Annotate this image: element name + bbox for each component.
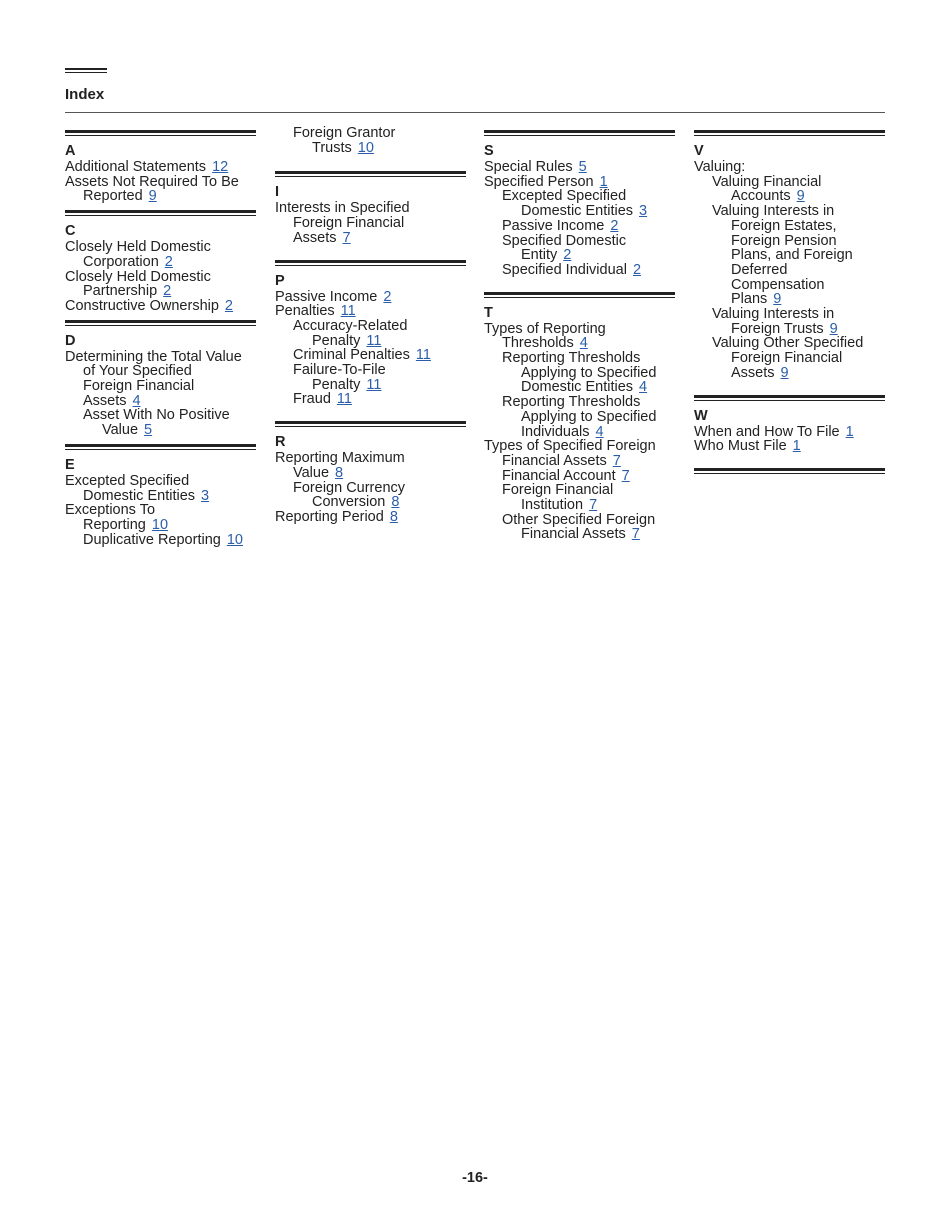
index-column-2 — [275, 126, 466, 525]
index-entry-accuracy-related — [275, 319, 466, 334]
entry-text: Foreign Grantor — [293, 125, 396, 141]
entry-text: Criminal Penalties — [293, 347, 410, 364]
page-link[interactable]: 10 — [357, 139, 374, 156]
index-entry-continuation — [694, 278, 885, 293]
entry-text: Valuing Other Specified — [712, 335, 864, 352]
entry-text: Domestic Entities — [83, 487, 196, 504]
section-letter-v: V — [694, 143, 704, 159]
index-entry-exceptions-to — [65, 503, 256, 518]
entry-text: Additional Statements — [65, 159, 207, 175]
entry-text: Determining the Total Value — [65, 348, 242, 365]
entry-text: Closely Held Domestic — [65, 268, 211, 285]
entry-text: Foreign Estates, — [731, 217, 837, 234]
section-divider — [694, 395, 885, 401]
entry-text: Other Specified Foreign — [502, 511, 656, 528]
entry-text: Trusts — [312, 139, 352, 156]
section-divider — [275, 260, 466, 266]
page-link[interactable]: 9 — [148, 188, 157, 205]
entry-text: Constructive Ownership — [65, 297, 219, 314]
page-link[interactable]: 8 — [389, 508, 398, 525]
page-link[interactable]: 7 — [612, 452, 621, 469]
section-letter-i: I — [275, 184, 280, 201]
page-link[interactable]: 1 — [845, 423, 854, 440]
entry-text: Applying to Specified — [521, 364, 657, 381]
section-divider — [275, 421, 466, 427]
page-link[interactable]: 5 — [578, 159, 587, 175]
entry-text: Financial Assets — [502, 452, 607, 469]
page-link[interactable]: 11 — [366, 332, 382, 349]
entry-text: Reporting Maximum — [275, 450, 405, 467]
entry-text: Types of Reporting — [484, 320, 606, 337]
entry-text: Reporting — [83, 516, 146, 533]
entry-text: Foreign Financial — [502, 482, 614, 499]
index-entry-continuation — [65, 518, 256, 533]
page-link[interactable]: 9 — [796, 188, 805, 205]
entry-text: Financial Account — [502, 467, 616, 484]
page-link[interactable]: 11 — [366, 376, 382, 393]
page-link[interactable]: 8 — [391, 494, 400, 511]
entry-text: Assets — [83, 392, 127, 409]
entry-text: Reporting Thresholds — [502, 350, 641, 367]
page-link[interactable]: 7 — [621, 467, 630, 484]
entry-text: Domestic Entities — [521, 203, 634, 220]
section-divider — [65, 444, 256, 450]
index-entry-continuation — [65, 255, 256, 270]
index-entry-reporting-thresholds-entities — [484, 351, 675, 366]
entry-text: Valuing Financial — [712, 173, 822, 190]
index-entry-continuation — [65, 364, 256, 379]
section-divider-end — [694, 468, 885, 474]
entry-text: Asset With No Positive — [83, 407, 230, 424]
index-entry-continuation — [484, 498, 675, 513]
entry-text: Foreign Financial — [83, 378, 195, 395]
entry-text: Valuing Interests in — [712, 203, 835, 220]
entry-text: Domestic Entities — [521, 379, 634, 396]
page-link[interactable]: 11 — [340, 303, 356, 320]
page-link[interactable]: 3 — [639, 203, 648, 220]
entry-text: Corporation — [83, 253, 159, 270]
index-entry-excepted-specified — [484, 189, 675, 204]
index-column-1 — [65, 126, 256, 547]
index-entry-fraud — [275, 392, 466, 407]
top-decorative-rule — [65, 68, 107, 73]
page-link[interactable]: 2 — [164, 253, 173, 270]
index-entry-excepted-specified — [65, 474, 256, 489]
index-entry-continuation — [484, 336, 675, 351]
index-entry-valuing-financial — [694, 175, 885, 190]
index-entry-continuation — [484, 410, 675, 425]
entry-text: Excepted Specified — [502, 188, 627, 205]
index-entry-continuation — [65, 489, 256, 504]
page-link[interactable]: 4 — [639, 379, 648, 396]
entry-text: Reported — [83, 188, 143, 205]
index-entry-closely-held-corporation — [65, 240, 256, 255]
index-entry-continuation — [65, 284, 256, 299]
entry-text: Who Must File — [694, 438, 787, 455]
entry-text: Foreign Trusts — [731, 320, 824, 337]
index-entry-continuation — [694, 219, 885, 234]
page-link[interactable]: 1 — [599, 173, 608, 190]
index-entry-reporting-maximum — [275, 451, 466, 466]
entry-text: Accounts — [731, 188, 791, 205]
index-entry-assets-not-required — [65, 175, 256, 190]
index-entry-continuation — [694, 351, 885, 366]
entry-text: Specified Individual — [502, 261, 627, 278]
section-letter-r: R — [275, 434, 286, 451]
entry-text: Specified Domestic — [502, 232, 627, 249]
index-entry-continuation — [65, 423, 256, 438]
index-entry-continuation — [275, 231, 466, 246]
entry-text: Value — [102, 422, 139, 439]
entry-text: Deferred — [731, 261, 788, 278]
entry-text: Conversion — [312, 494, 386, 511]
index-entry-foreign-currency — [275, 481, 466, 496]
index-entry-who-must-file — [694, 439, 885, 454]
index-entry-foreign-grantor — [275, 126, 466, 141]
page-link[interactable]: 7 — [631, 526, 640, 543]
index-entry-when-and-how-to-file — [694, 425, 885, 440]
index-entry-continuation — [694, 234, 885, 249]
section-letter-p: P — [275, 272, 285, 289]
index-entry-continuation — [694, 366, 885, 381]
entry-text: Reporting Period — [275, 508, 384, 525]
entry-text: Excepted Specified — [65, 472, 190, 489]
entry-text: Valuing: — [694, 159, 746, 175]
index-entry-continuation — [694, 292, 885, 307]
index-entry-continuation — [484, 366, 675, 381]
entry-text: Plans, and Foreign — [731, 247, 853, 264]
entry-text: Duplicative Reporting — [83, 531, 221, 548]
index-entry-continuation — [65, 379, 256, 394]
index-entry-continuation — [484, 527, 675, 542]
page-link[interactable]: 10 — [226, 531, 243, 548]
index-entry-continuation — [275, 466, 466, 481]
index-entry-financial-account — [484, 469, 675, 484]
entry-text: Valuing Interests in — [712, 306, 835, 323]
index-entry-continuation — [484, 425, 675, 440]
section-letter-s: S — [484, 143, 494, 159]
index-entry-duplicative-reporting — [65, 533, 256, 548]
page-link[interactable]: 9 — [773, 291, 782, 308]
index-entry-determining-total-value — [65, 350, 256, 365]
page-link[interactable]: 11 — [415, 347, 431, 364]
index-entry-additional-statements — [65, 160, 256, 175]
index-entry-valuing-other-specified — [694, 336, 885, 351]
page-link[interactable]: 9 — [829, 320, 838, 337]
entry-text: Foreign Financial — [293, 215, 405, 232]
heading-divider — [65, 112, 885, 113]
index-entry-valuing-interests-estates — [694, 204, 885, 219]
page-title: Index — [65, 86, 105, 103]
entry-text: Exceptions To — [65, 502, 156, 519]
entry-text: Institution — [521, 497, 584, 514]
index-entry-continuation — [484, 204, 675, 219]
index-entry-valuing — [694, 160, 885, 175]
entry-text: Accuracy-Related — [293, 317, 408, 334]
page-link[interactable]: 2 — [224, 297, 233, 314]
index-entry-continuation — [65, 189, 256, 204]
index-entry-failure-to-file — [275, 363, 466, 378]
index-entry-continuation — [275, 495, 466, 510]
page-link[interactable]: 2 — [610, 217, 619, 234]
section-divider — [65, 320, 256, 326]
index-entry-valuing-interests-trusts — [694, 307, 885, 322]
entry-text: Assets — [731, 364, 775, 381]
entry-text: of Your Specified — [83, 363, 192, 380]
entry-text: Applying to Specified — [521, 408, 657, 425]
entry-text: Thresholds — [502, 335, 574, 352]
page-link[interactable]: 8 — [335, 464, 344, 481]
page-link[interactable]: 3 — [201, 487, 210, 504]
entry-text: Compensation — [731, 276, 825, 293]
entry-text: Partnership — [83, 283, 158, 300]
section-letter-w: W — [694, 407, 708, 424]
entry-text: Special Rules — [484, 159, 573, 175]
index-entry-asset-no-positive-value — [65, 408, 256, 423]
index-entry-types-of-specified-foreign — [484, 439, 675, 454]
index-entry-special-rules — [484, 160, 675, 175]
entry-text: Value — [293, 464, 330, 481]
entry-text: Assets Not Required To Be — [65, 173, 239, 190]
section-letter-e: E — [65, 456, 75, 473]
index-entry-continuation — [65, 394, 256, 409]
index-entry-continuation — [275, 378, 466, 393]
index-entry-passive-income — [275, 290, 466, 305]
index-entry-continuation — [694, 248, 885, 263]
entry-text: Penalty — [312, 376, 361, 393]
page-link[interactable]: 7 — [342, 229, 351, 246]
index-entry-continuation — [484, 380, 675, 395]
index-entry-other-specified-foreign — [484, 513, 675, 528]
entry-text: Plans — [731, 291, 768, 308]
entry-text: Failure-To-File — [293, 362, 386, 379]
entry-text: Individuals — [521, 423, 590, 440]
index-entry-continuation — [275, 216, 466, 231]
section-letter-c: C — [65, 223, 76, 240]
index-entry-reporting-thresholds-individuals — [484, 395, 675, 410]
index-entry-criminal-penalties — [275, 348, 466, 363]
index-entry-reporting-period — [275, 510, 466, 525]
index-entry-continuation — [694, 189, 885, 204]
section-letter-t: T — [484, 304, 493, 321]
page-link[interactable]: 12 — [212, 159, 229, 175]
entry-text: Financial Assets — [521, 526, 626, 543]
page-number: -16- — [462, 1170, 488, 1186]
index-entry-specified-person — [484, 175, 675, 190]
index-column-4 — [694, 126, 885, 482]
entry-text: Fraud — [293, 391, 331, 408]
page-link[interactable]: 2 — [632, 261, 642, 278]
index-column-3 — [484, 126, 675, 542]
section-divider — [65, 210, 256, 216]
page-link[interactable]: 11 — [336, 391, 352, 408]
page-link[interactable]: 9 — [780, 364, 789, 381]
index-entry-continuation — [484, 248, 675, 263]
page-link[interactable]: 10 — [151, 516, 169, 533]
entry-text: Types of Specified Foreign — [484, 438, 656, 455]
section-divider — [484, 130, 675, 136]
entry-text: Passive Income — [275, 288, 378, 305]
page-link[interactable]: 4 — [595, 423, 604, 440]
entry-text: Foreign Pension — [731, 232, 837, 249]
index-entry-interests-in-specified — [275, 201, 466, 216]
entry-text: Closely Held Domestic — [65, 239, 211, 256]
entry-text: Assets — [293, 229, 337, 246]
page-link[interactable]: 1 — [792, 438, 801, 455]
index-entry-passive-income — [484, 219, 675, 234]
page-link[interactable]: 4 — [579, 335, 588, 352]
index-entry-constructive-ownership — [65, 299, 256, 314]
section-letter-d: D — [65, 332, 76, 349]
entry-text: Entity — [521, 247, 558, 264]
entry-text: Interests in Specified — [275, 200, 410, 217]
section-letter-a: A — [65, 143, 76, 159]
index-entry-specified-domestic — [484, 234, 675, 249]
entry-text: When and How To File — [694, 423, 840, 440]
page-link[interactable]: 2 — [563, 247, 572, 264]
index-entry-continuation — [275, 334, 466, 349]
index-entry-continuation — [484, 454, 675, 469]
page-link[interactable]: 2 — [163, 283, 172, 300]
index-entry-types-of-reporting — [484, 322, 675, 337]
page-link[interactable]: 2 — [383, 288, 392, 305]
section-divider — [694, 130, 885, 136]
index-entry-penalties — [275, 304, 466, 319]
index-entry-foreign-financial — [484, 483, 675, 498]
entry-text: Reporting Thresholds — [502, 394, 641, 411]
index-entry-specified-individual — [484, 263, 675, 278]
section-divider — [275, 171, 466, 177]
index-entry-continuation — [694, 263, 885, 278]
section-divider — [65, 130, 256, 136]
page-link[interactable]: 7 — [589, 497, 598, 514]
index-entry-continuation — [694, 322, 885, 337]
entry-text: Penalty — [312, 332, 361, 349]
entry-text: Foreign Financial — [731, 350, 843, 367]
entry-text: Foreign Currency — [293, 479, 406, 496]
page-link[interactable]: 5 — [144, 422, 153, 439]
entry-text: Penalties — [275, 303, 335, 320]
index-entry-continuation — [275, 141, 466, 156]
page-link[interactable]: 4 — [132, 392, 141, 409]
entry-text: Specified Person — [484, 173, 594, 190]
section-divider — [484, 292, 675, 298]
entry-text: Passive Income — [502, 217, 605, 234]
index-entry-closely-held-partnership — [65, 270, 256, 285]
